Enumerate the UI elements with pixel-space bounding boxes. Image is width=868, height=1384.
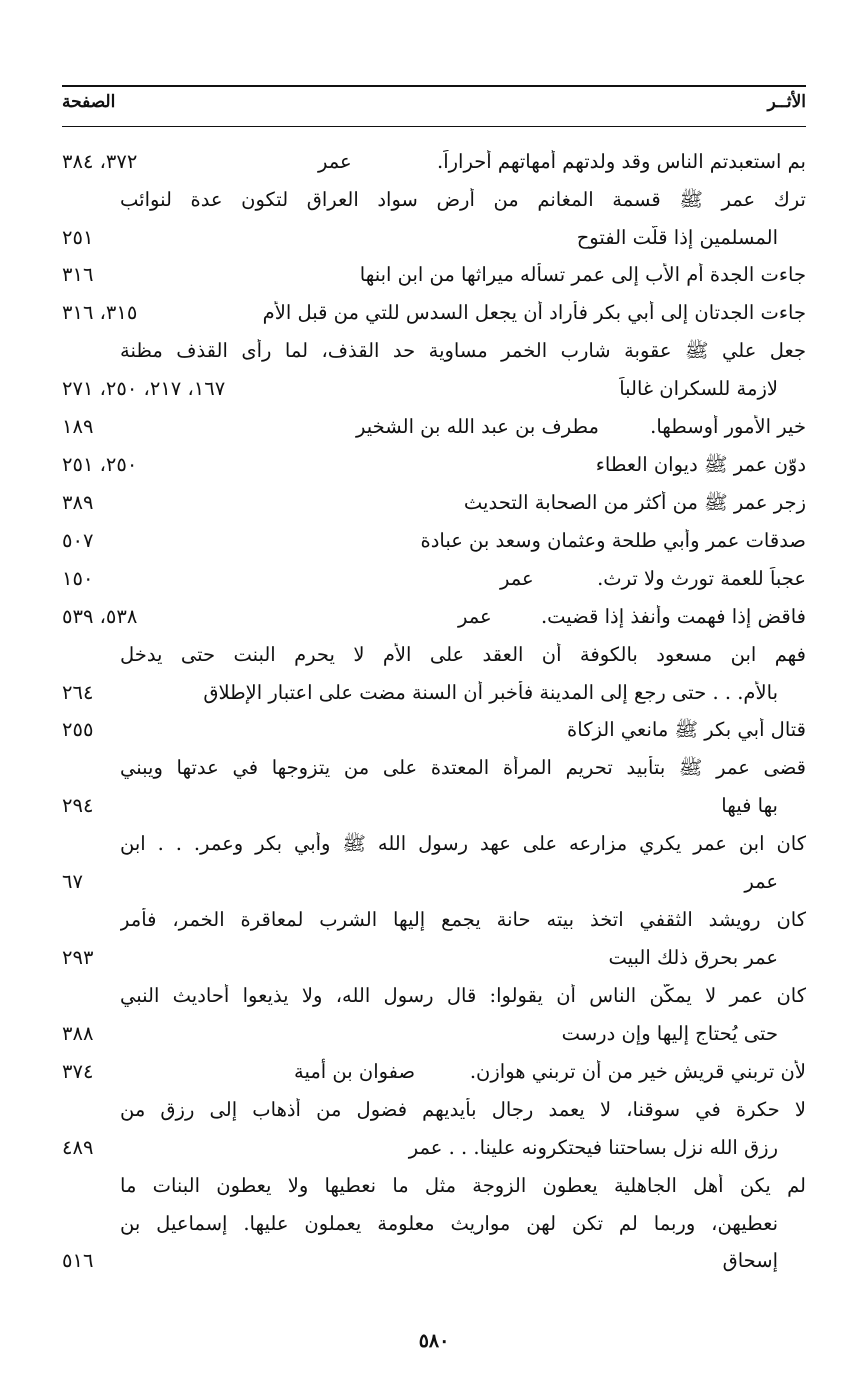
entry-page-refs: ٢٩٣ [62, 945, 94, 969]
entry-page-refs: ٢٩٤ [62, 793, 94, 817]
entry-page-refs: ٢٥٥ [62, 718, 94, 741]
column-header-page: الصفحة [62, 92, 116, 112]
entry-text: قتال أبي بكر ﷺ مانعي الزكاة [567, 718, 806, 741]
entry-page-refs: ١٥٠ [62, 567, 94, 590]
entry-text: لا حكرة في سوقنا، لا يعمد رجال بأيديهم فضول من أذهاب إلى رزق من [120, 1098, 806, 1121]
entry-page-refs: ٢٦٤ [62, 680, 94, 704]
entry-continuation: المسلمين إذا قلّت الفتوح [576, 225, 778, 249]
entry-text: جاءت الجدتان إلى أبي بكر فأراد أن يجعل السدس للتي من قبل الأم [262, 301, 806, 324]
entry-text: كان رويشد الثقفي اتخذ بيته حانة يجمع إليها الشرب لمعاقرة الخمر، فأمر [120, 908, 806, 931]
entry-page-refs: ٣١٦ [62, 263, 94, 286]
entry-page-refs: ٥٣٨، ٥٣٩ [62, 605, 138, 628]
entry-text: زجر عمر ﷺ من أكثر من الصحابة التحديث [463, 491, 806, 514]
entry-page-refs: ٢٥١ [62, 225, 94, 249]
entry-page-refs: ١٦٧، ٢١٧، ٢٥٠، ٢٧١ [62, 376, 226, 400]
entry-continuation: رزق الله نزل بساحتنا فيحتكرونه علينا. . . عمر [408, 1135, 778, 1159]
page-number: ٥٨٠ [418, 1330, 450, 1352]
entry-page-refs: ٣١٥، ٣١٦ [62, 301, 138, 324]
entry-attribution: مطرف بن عبد الله بن الشخير [356, 415, 599, 438]
entry-continuation: عمر بحرق ذلك البيت [608, 945, 778, 969]
entry-continuation: لازمة للسكران غالباً [619, 376, 778, 400]
entry-page-refs: ٢٥٠، ٢٥١ [62, 453, 138, 476]
entry-page-refs: ١٨٩ [62, 415, 94, 438]
entry-text: صدقات عمر وأبي طلحة وعثمان وسعد بن عبادة [420, 529, 806, 552]
entry-text: ترك عمر ﷺ قسمة المغانم من أرض سواد العراق لتكون عدة لنوائب [120, 188, 806, 211]
entry-page-refs: ٣٨٨ [62, 1021, 94, 1045]
entry-text: بم استعبدتم الناس وقد ولدتهم أمهاتهم أحراراً. [437, 150, 806, 173]
entry-page-refs: ٣٧٤ [62, 1060, 94, 1083]
entry-page-refs: ٦٧ [62, 869, 83, 893]
entry-text: كان عمر لا يمكّن الناس أن يقولوا: قال رسول الله، ولا يذيعوا أحاديث النبي [120, 984, 806, 1007]
entry-text: قضى عمر ﷺ بتأبيد تحريم المرأة المعتدة على من يتزوجها في عدتها ويبني [120, 756, 806, 779]
entry-text: فاقض إذا فهمت وأنفذ إذا قضيت. [540, 605, 806, 628]
entry-text: لم يكن أهل الجاهلية يعطون الزوجة مثل ما نعطيها ولا يعطون البنات ما [120, 1174, 806, 1197]
entry-continuation: حتى يُحتاج إليها وإن درست [561, 1021, 778, 1045]
entry-text: لأن تربني قريش خير من أن تربني هوازن. [469, 1060, 806, 1083]
entry-text: كان ابن عمر يكري مزارعه على عهد رسول الله ﷺ وأبي بكر وعمر. . . ابن [120, 832, 806, 855]
column-header-athar: الأثــر [767, 92, 806, 112]
entry-attribution: عمر [318, 150, 352, 173]
entry-text: جعل علي ﷺ عقوبة شارب الخمر مساوية حد القذف، لما رأى القذف مظنة [120, 339, 806, 362]
entry-page-refs: ٥١٦ [62, 1249, 94, 1272]
entry-text: فهم ابن مسعود بالكوفة أن العقد على الأم لا يحرم البنت حتى يدخل [120, 643, 806, 666]
entry-attribution: عمر [458, 605, 492, 628]
entry-page-refs: ٣٧٢، ٣٨٤ [62, 150, 138, 173]
entry-continuation: نعطيهن، وربما لم تكن لهن مواريث معلومة يعملون عليها. إسماعيل بن [120, 1211, 778, 1235]
entry-continuation: عمر [744, 869, 778, 893]
entry-text: جاءت الجدة أم الأب إلى عمر تسأله ميراثها من ابن ابنها [359, 263, 806, 286]
entry-page-refs: ٤٨٩ [62, 1135, 94, 1159]
entry-continuation: بالأم. . . حتى رجع إلى المدينة فأخبر أن السنة مضت على اعتبار الإطلاق [203, 680, 778, 704]
entry-text: خير الأمور أوسطها. [650, 415, 806, 438]
entry-text: دوّن عمر ﷺ ديوان العطاء [595, 453, 806, 476]
entry-page-refs: ٥٠٧ [62, 529, 94, 552]
entry-continuation: بها فيها [721, 793, 778, 817]
entry-text: عجباً للعمة تورث ولا ترث. [597, 567, 806, 590]
entry-attribution: صفوان بن أمية [294, 1060, 416, 1083]
entry-continuation: إسحاق [722, 1249, 778, 1272]
entry-page-refs: ٣٨٩ [62, 491, 94, 514]
entry-attribution: عمر [500, 567, 534, 590]
